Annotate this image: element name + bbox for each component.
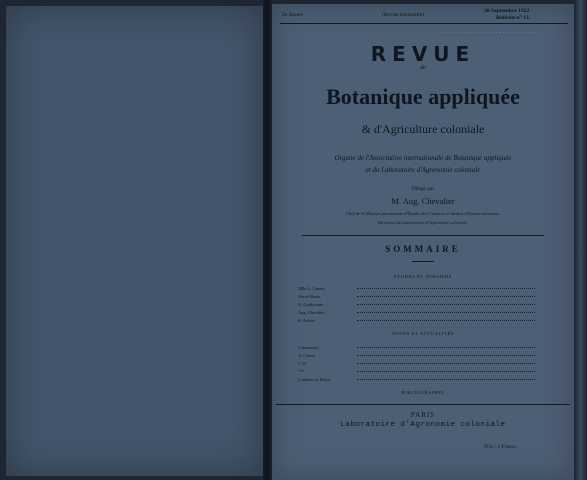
director-title-2: Directeur du Laboratoire d'Agronomie coloniale.	[377, 220, 469, 225]
toc-entry	[298, 294, 548, 299]
toc-author: Mlle A. Camus	[298, 286, 325, 291]
toc-author: Laboratoire	[298, 345, 319, 350]
toc-leader	[357, 312, 535, 313]
journal-subtitle: & d'Agriculture coloniale	[361, 122, 485, 136]
blank-left-page	[6, 6, 263, 476]
header-date: 30 Septembre 1922	[484, 8, 530, 14]
toc-leader	[357, 371, 535, 372]
toc-author: A. Guillaumin	[298, 302, 324, 307]
toc-author: Hervé-Bazin	[298, 294, 321, 299]
masthead-rule	[302, 235, 544, 236]
footer-city: PARIS	[410, 411, 436, 419]
toc-leader	[357, 347, 535, 348]
organe-line-2: et du Laboratoire d'Agronomie coloniale	[365, 166, 481, 174]
toc-leader	[357, 296, 535, 297]
toc-leader	[357, 320, 535, 321]
toc-entry	[298, 286, 548, 291]
organe-line-1: Organe de l'Association internationale de Botanique appliquée	[334, 154, 512, 162]
toc-entry	[298, 377, 548, 382]
toc-author: Loukhter et Perrot	[298, 377, 331, 382]
toc-leader	[357, 288, 535, 289]
toc-entry	[298, 302, 548, 307]
header-revue-mensuelle: (Revue mensuelle)	[382, 12, 425, 18]
toc-author: R. Aubert	[298, 318, 316, 323]
toc-author: ***	[298, 369, 305, 374]
toc-entry	[298, 345, 548, 350]
toc-leader	[357, 355, 535, 356]
header-annee: 2e Année	[282, 12, 303, 18]
section-etudes-heading: ÉTUDES ET DOSSIERS	[394, 274, 452, 279]
toc-author: C. B.	[298, 361, 308, 366]
toc-entry	[298, 361, 548, 366]
footer-rule	[276, 404, 570, 405]
director-name: M. Aug. Chevalier	[391, 196, 455, 206]
book-gutter	[263, 0, 272, 480]
toc-entry	[298, 353, 548, 358]
revue-title: REVUE	[370, 42, 476, 66]
toc-leader	[357, 379, 535, 380]
toc-leader	[357, 304, 535, 305]
footer-price: Prix : 2 Francs.	[484, 444, 518, 450]
page-edge	[574, 0, 587, 480]
dirige-par: Dirigé par	[411, 186, 435, 192]
header-rule	[280, 23, 568, 24]
section-notes-heading: NOTES ET ACTUALITÉS	[391, 331, 455, 336]
toc-entry	[298, 369, 548, 374]
footer-laboratory: Laboratoire d'Agronomie coloniale	[340, 421, 506, 429]
bibliographie-heading: BIBLIOGRAPHIE	[401, 390, 445, 395]
masthead-de: de	[420, 65, 426, 71]
journal-cover-page	[272, 4, 574, 480]
toc-leader	[357, 363, 535, 364]
toc-author: Aug. Chevalier	[298, 310, 325, 315]
toc-entry	[298, 318, 548, 323]
sommaire-heading: SOMMAIRE	[385, 244, 461, 254]
header-bulletin: Bulletin n° 13.	[496, 15, 531, 21]
toc-author: A. Cabrol	[298, 353, 316, 358]
director-title-1: Chef de la Mission permanente d'Études des Cultures et Jardins d'Essais coloniaux,	[345, 211, 501, 216]
handwritten-annotation: ...........................	[442, 26, 538, 35]
journal-title: Botanique appliquée	[326, 84, 520, 109]
toc-entry	[298, 310, 548, 315]
sommaire-ornament	[412, 261, 434, 262]
